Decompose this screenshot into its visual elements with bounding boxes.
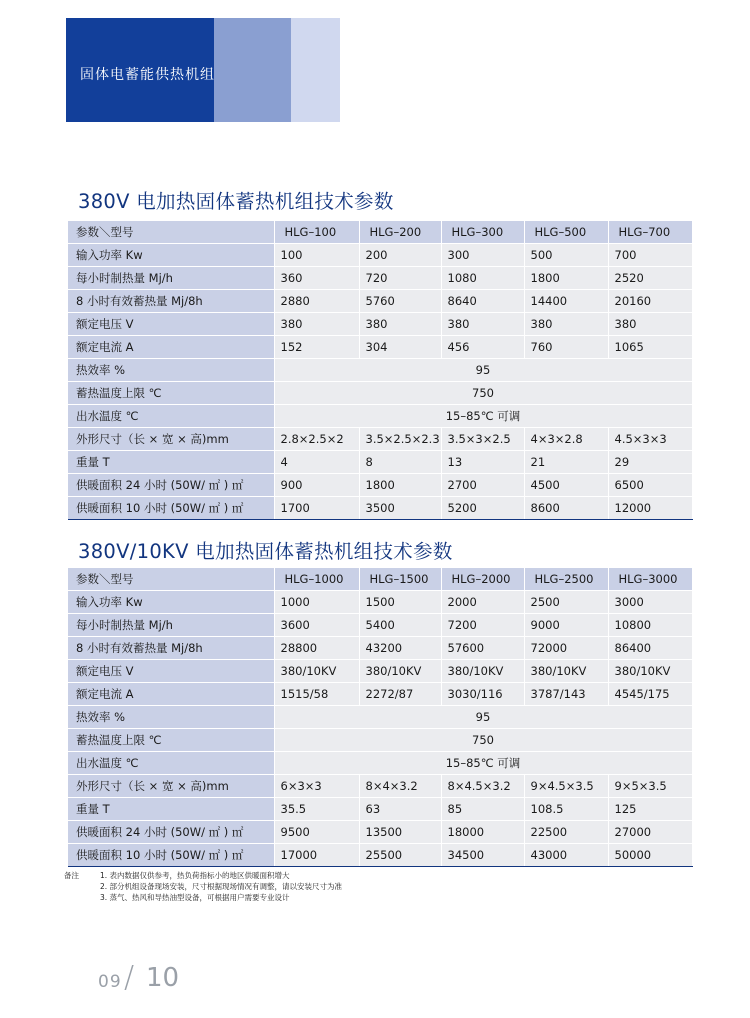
value-cell: 3.5×3×2.5 xyxy=(441,428,524,451)
page-total: 10 xyxy=(146,963,180,993)
value-cell: 2880 xyxy=(274,290,359,313)
value-cell: 380/10KV xyxy=(359,660,441,683)
merged-value-cell: 15–85℃ 可调 xyxy=(274,752,692,775)
row-label: 热效率 % xyxy=(68,359,274,382)
value-cell: 4500 xyxy=(524,474,608,497)
value-cell: 9500 xyxy=(274,821,359,844)
row-label: 输入功率 Kw xyxy=(68,244,274,267)
value-cell: 2700 xyxy=(441,474,524,497)
row-label: 每小时制热量 Mj/h xyxy=(68,614,274,637)
value-cell: 380 xyxy=(524,313,608,336)
table-row xyxy=(68,405,692,428)
row-label: 外形尺寸（长 × 宽 × 高)mm xyxy=(68,428,274,451)
row-label: 重量 T xyxy=(68,798,274,821)
value-cell: 456 xyxy=(441,336,524,359)
note-item: 2. 部分机组设备现场安装，尺寸根据现场情况有调整，请以安装尺寸为准 xyxy=(100,882,343,891)
value-cell: 3500 xyxy=(359,497,441,520)
row-label: 热效率 % xyxy=(68,706,274,729)
value-cell: 2500 xyxy=(524,591,608,614)
value-cell: 5400 xyxy=(359,614,441,637)
value-cell: 43000 xyxy=(524,844,608,867)
value-cell: 7200 xyxy=(441,614,524,637)
merged-value-cell: 95 xyxy=(274,706,692,729)
table-row xyxy=(68,683,692,706)
row-label: 蓄热温度上限 ℃ xyxy=(68,729,274,752)
header-cell-model: HLG–2500 xyxy=(524,568,608,591)
row-label: 输入功率 Kw xyxy=(68,591,274,614)
value-cell: 152 xyxy=(274,336,359,359)
table-row xyxy=(68,660,692,683)
value-cell: 17000 xyxy=(274,844,359,867)
value-cell: 10800 xyxy=(608,614,692,637)
header-title: 固体电蓄能供热机组 xyxy=(80,67,215,83)
value-cell: 380/10KV xyxy=(441,660,524,683)
header-cell-model: HLG–1500 xyxy=(359,568,441,591)
value-cell: 8×4.5×3.2 xyxy=(441,775,524,798)
table-row xyxy=(68,821,692,844)
table-row xyxy=(68,798,692,821)
value-cell: 125 xyxy=(608,798,692,821)
value-cell: 1800 xyxy=(359,474,441,497)
value-cell: 108.5 xyxy=(524,798,608,821)
value-cell: 86400 xyxy=(608,637,692,660)
value-cell: 13500 xyxy=(359,821,441,844)
table-row xyxy=(68,775,692,798)
row-label: 额定电压 V xyxy=(68,660,274,683)
value-cell: 900 xyxy=(274,474,359,497)
value-cell: 9×5×3.5 xyxy=(608,775,692,798)
value-cell: 57600 xyxy=(441,637,524,660)
row-label: 8 小时有效蓄热量 Mj/8h xyxy=(68,637,274,660)
header-cell-model: HLG–2000 xyxy=(441,568,524,591)
value-cell: 4545/175 xyxy=(608,683,692,706)
value-cell: 500 xyxy=(524,244,608,267)
table-row xyxy=(68,844,692,867)
notes-label: 备注 xyxy=(64,871,79,880)
row-label: 蓄热温度上限 ℃ xyxy=(68,382,274,405)
value-cell: 380/10KV xyxy=(524,660,608,683)
value-cell: 85 xyxy=(441,798,524,821)
table-row xyxy=(68,313,692,336)
value-cell: 3600 xyxy=(274,614,359,637)
value-cell: 2000 xyxy=(441,591,524,614)
value-cell: 13 xyxy=(441,451,524,474)
value-cell: 21 xyxy=(524,451,608,474)
value-cell: 27000 xyxy=(608,821,692,844)
value-cell: 360 xyxy=(274,267,359,290)
header-cell-model: HLG–200 xyxy=(359,221,441,244)
value-cell: 300 xyxy=(441,244,524,267)
value-cell: 9000 xyxy=(524,614,608,637)
value-cell: 14400 xyxy=(524,290,608,313)
value-cell: 28800 xyxy=(274,637,359,660)
value-cell: 6500 xyxy=(608,474,692,497)
value-cell: 22500 xyxy=(524,821,608,844)
row-label: 外形尺寸（长 × 宽 × 高)mm xyxy=(68,775,274,798)
value-cell: 1515/58 xyxy=(274,683,359,706)
table-row xyxy=(68,290,692,313)
section-1-title: 380V 电加热固体蓄热机组技术参数 xyxy=(78,190,394,213)
header-cell-params: 参数＼型号 xyxy=(68,568,274,591)
value-cell: 1065 xyxy=(608,336,692,359)
table-row xyxy=(68,267,692,290)
table-row xyxy=(68,706,692,729)
table-header-row xyxy=(68,568,692,591)
value-cell: 43200 xyxy=(359,637,441,660)
value-cell: 25500 xyxy=(359,844,441,867)
notes-list xyxy=(100,870,342,903)
value-cell: 5760 xyxy=(359,290,441,313)
header-band-mid xyxy=(214,18,291,122)
header-band-light xyxy=(291,18,340,122)
section-2-title: 380V/10KV 电加热固体蓄热机组技术参数 xyxy=(78,540,453,563)
merged-value-cell: 750 xyxy=(274,382,692,405)
spec-table-380v xyxy=(68,221,693,520)
row-label: 每小时制热量 Mj/h xyxy=(68,267,274,290)
value-cell: 50000 xyxy=(608,844,692,867)
table-row xyxy=(68,729,692,752)
merged-value-cell: 95 xyxy=(274,359,692,382)
row-label: 供暖面积 10 小时 (50W/ ㎡ ) ㎡ xyxy=(68,497,274,520)
value-cell: 380 xyxy=(359,313,441,336)
value-cell: 9×4.5×3.5 xyxy=(524,775,608,798)
table-row xyxy=(68,428,692,451)
value-cell: 760 xyxy=(524,336,608,359)
table-row xyxy=(68,382,692,405)
value-cell: 8 xyxy=(359,451,441,474)
value-cell: 8600 xyxy=(524,497,608,520)
value-cell: 100 xyxy=(274,244,359,267)
table-row xyxy=(68,451,692,474)
value-cell: 34500 xyxy=(441,844,524,867)
page-separator: / xyxy=(124,960,135,995)
table-row xyxy=(68,637,692,660)
value-cell: 72000 xyxy=(524,637,608,660)
page-current: 09 xyxy=(98,972,122,992)
value-cell: 35.5 xyxy=(274,798,359,821)
value-cell: 700 xyxy=(608,244,692,267)
value-cell: 4 xyxy=(274,451,359,474)
spec-table-380v-10kv xyxy=(68,568,693,867)
value-cell: 380 xyxy=(608,313,692,336)
note-item: 3. 蒸气、热风和导热油型设备，可根据用户需要专业设计 xyxy=(100,893,290,902)
row-label: 供暖面积 24 小时 (50W/ ㎡ ) ㎡ xyxy=(68,821,274,844)
table-row xyxy=(68,359,692,382)
row-label: 供暖面积 24 小时 (50W/ ㎡ ) ㎡ xyxy=(68,474,274,497)
value-cell: 380/10KV xyxy=(274,660,359,683)
value-cell: 5200 xyxy=(441,497,524,520)
value-cell: 18000 xyxy=(441,821,524,844)
row-label: 额定电流 A xyxy=(68,683,274,706)
value-cell: 8640 xyxy=(441,290,524,313)
value-cell: 8×4×3.2 xyxy=(359,775,441,798)
value-cell: 2272/87 xyxy=(359,683,441,706)
row-label: 重量 T xyxy=(68,451,274,474)
table-row xyxy=(68,497,692,520)
value-cell: 2520 xyxy=(608,267,692,290)
value-cell: 6×3×3 xyxy=(274,775,359,798)
row-label: 供暖面积 10 小时 (50W/ ㎡ ) ㎡ xyxy=(68,844,274,867)
value-cell: 4×3×2.8 xyxy=(524,428,608,451)
table-row xyxy=(68,336,692,359)
value-cell: 720 xyxy=(359,267,441,290)
note-item: 1. 表内数据仅供参考，热负荷指标小的地区供暖面积增大 xyxy=(100,871,290,880)
value-cell: 380 xyxy=(441,313,524,336)
row-label: 8 小时有效蓄热量 Mj/8h xyxy=(68,290,274,313)
value-cell: 380/10KV xyxy=(608,660,692,683)
header-cell-model: HLG–300 xyxy=(441,221,524,244)
header-cell-model: HLG–3000 xyxy=(608,568,692,591)
value-cell: 1500 xyxy=(359,591,441,614)
value-cell: 304 xyxy=(359,336,441,359)
header-cell-model: HLG–1000 xyxy=(274,568,359,591)
row-label: 出水温度 ℃ xyxy=(68,752,274,775)
value-cell: 1800 xyxy=(524,267,608,290)
row-label: 额定电流 A xyxy=(68,336,274,359)
table-header-row xyxy=(68,221,692,244)
value-cell: 3.5×2.5×2.3 xyxy=(359,428,441,451)
merged-value-cell: 15–85℃ 可调 xyxy=(274,405,692,428)
table-row xyxy=(68,474,692,497)
value-cell: 2.8×2.5×2 xyxy=(274,428,359,451)
header-cell-model: HLG–500 xyxy=(524,221,608,244)
table-row xyxy=(68,614,692,637)
row-label: 额定电压 V xyxy=(68,313,274,336)
value-cell: 20160 xyxy=(608,290,692,313)
header-cell-model: HLG–100 xyxy=(274,221,359,244)
merged-value-cell: 750 xyxy=(274,729,692,752)
table-row xyxy=(68,244,692,267)
value-cell: 1080 xyxy=(441,267,524,290)
value-cell: 3000 xyxy=(608,591,692,614)
value-cell: 200 xyxy=(359,244,441,267)
value-cell: 4.5×3×3 xyxy=(608,428,692,451)
table-row xyxy=(68,752,692,775)
value-cell: 380 xyxy=(274,313,359,336)
row-label: 出水温度 ℃ xyxy=(68,405,274,428)
table-row xyxy=(68,591,692,614)
value-cell: 1000 xyxy=(274,591,359,614)
value-cell: 3030/116 xyxy=(441,683,524,706)
value-cell: 29 xyxy=(608,451,692,474)
value-cell: 1700 xyxy=(274,497,359,520)
value-cell: 12000 xyxy=(608,497,692,520)
value-cell: 63 xyxy=(359,798,441,821)
header-cell-params: 参数＼型号 xyxy=(68,221,274,244)
header-cell-model: HLG–700 xyxy=(608,221,692,244)
value-cell: 3787/143 xyxy=(524,683,608,706)
